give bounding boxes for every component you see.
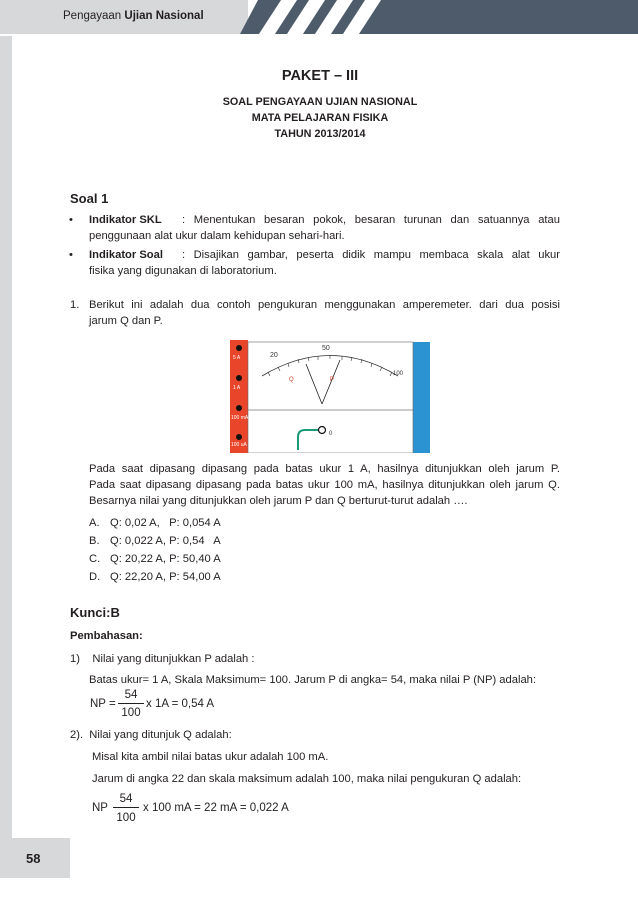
range-label: 1 A [233, 385, 241, 391]
needle-label: Q [289, 377, 294, 383]
formula-2-lhs: NP [92, 802, 108, 814]
step-2-text: Jarum di angka 22 dan skala maksimum adalah 100, maka nilai pengukuran Q adalah: [92, 773, 522, 785]
question-paragraph: Pada saat dipasang dipasang pada batas ukur 100 mA, hasilnya ditunjukkan oleh jarum Q. [89, 479, 560, 491]
scale-label: 20 [270, 352, 278, 359]
header-title-bold: Ujian Nasional [124, 10, 204, 22]
question-text: Berikut ini adalah dua contoh pengukuran menggunakan amperemeter. dari dua posisi [89, 299, 560, 311]
formula-1-denominator: 100 [121, 707, 141, 719]
option-text: Q: 0,022 A, P: 0,54 A [110, 535, 221, 547]
step-1-label: 1) Nilai yang ditunjukkan P adalah : [70, 653, 255, 665]
formula-2-numerator: 54 [119, 793, 133, 805]
question-paragraph: Pada saat dipasang dipasang pada batas ukur 1 A, hasilnya ditunjukkan oleh jarum P. [89, 463, 560, 475]
ammeter-figure [230, 340, 430, 453]
pembahasan-label: Pembahasan: [70, 630, 143, 642]
step-2-label: 2). Nilai yang ditunjuk Q adalah: [70, 729, 232, 741]
option-letter: A. [89, 517, 100, 529]
formula-1-numerator: 54 [124, 689, 138, 701]
fraction-bar [113, 807, 139, 808]
needle-label: P [330, 377, 335, 383]
bullet-icon: • [69, 249, 73, 261]
terminal-icon [236, 434, 242, 440]
paket-title: PAKET – III [281, 68, 359, 84]
fraction-bar [118, 703, 144, 704]
side-panel [413, 342, 430, 453]
terminal-icon [236, 405, 242, 411]
question-text: jarum Q dan P. [89, 315, 163, 327]
option-letter: B. [89, 535, 100, 547]
bullet-icon: • [69, 214, 73, 226]
indicator-text: fisika yang digunakan di laboratorium. [89, 265, 277, 277]
subtitle-line-2: MATA PELAJARAN FISIKA [251, 112, 389, 124]
formula-2-rhs: x 100 mA = 22 mA = 0,022 A [143, 802, 289, 814]
subtitle-line-1: SOAL PENGAYAAN UJIAN NASIONAL [222, 96, 418, 108]
option-text: Q: 22,20 A, P: 54,00 A [110, 571, 221, 583]
option-text: Q: 20,22 A, P: 50,40 A [110, 553, 221, 565]
indicator-label: Indikator Soal [89, 249, 163, 261]
terminal-label: 0 [329, 431, 333, 437]
range-label: 100 uA [231, 442, 247, 448]
scale-label: 100 [393, 371, 404, 377]
question-number: 1. [70, 299, 80, 311]
header-dark-band [240, 0, 638, 34]
page-number: 58 [26, 851, 41, 866]
terminal-icon [236, 375, 242, 381]
left-margin-strip [0, 36, 12, 846]
question-paragraph: Besarnya nilai yang ditunjukkan oleh jarum P dan Q berturut-turut adalah …. [89, 495, 468, 507]
step-1-text: Batas ukur= 1 A, Skala Maksimum= 100. Jarum P di angka= 54, maka nilai P (NP) adalah: [89, 674, 537, 686]
page-header [0, 0, 638, 36]
range-label: 5 A [233, 355, 241, 361]
option-text: Q: 0,02 A, P: 0,054 A [110, 517, 221, 529]
formula-1-lhs: NP = [90, 698, 116, 710]
kunci-heading: Kunci:B [70, 605, 120, 620]
indicator-text: : Disajikan gambar, peserta didik mampu membaca skala alat ukur [182, 249, 560, 261]
formula-1-rhs: x 1A = 0,54 A [146, 698, 215, 710]
step-2-text: Misal kita ambil nilai batas ukur adalah 100 mA. [92, 751, 329, 763]
header-prefix: Pengayaan [63, 10, 122, 22]
terminal-icon [236, 345, 242, 351]
indicator-text: : Menentukan besaran pokok, besaran turunan dan satuannya atau [182, 214, 560, 226]
indicator-label: Indikator SKL [89, 214, 162, 226]
soal-heading: Soal 1 [70, 191, 109, 206]
scale-label: 50 [322, 345, 330, 352]
subtitle-line-3: TAHUN 2013/2014 [274, 128, 366, 140]
formula-2-denominator: 100 [116, 812, 136, 824]
option-letter: D. [89, 571, 101, 583]
indicator-text: penggunaan alat ukur dalam kehidupan sehari-hari. [89, 230, 345, 242]
header-title [63, 10, 204, 22]
option-letter: C. [89, 553, 101, 565]
range-label: 100 mA [231, 415, 249, 421]
